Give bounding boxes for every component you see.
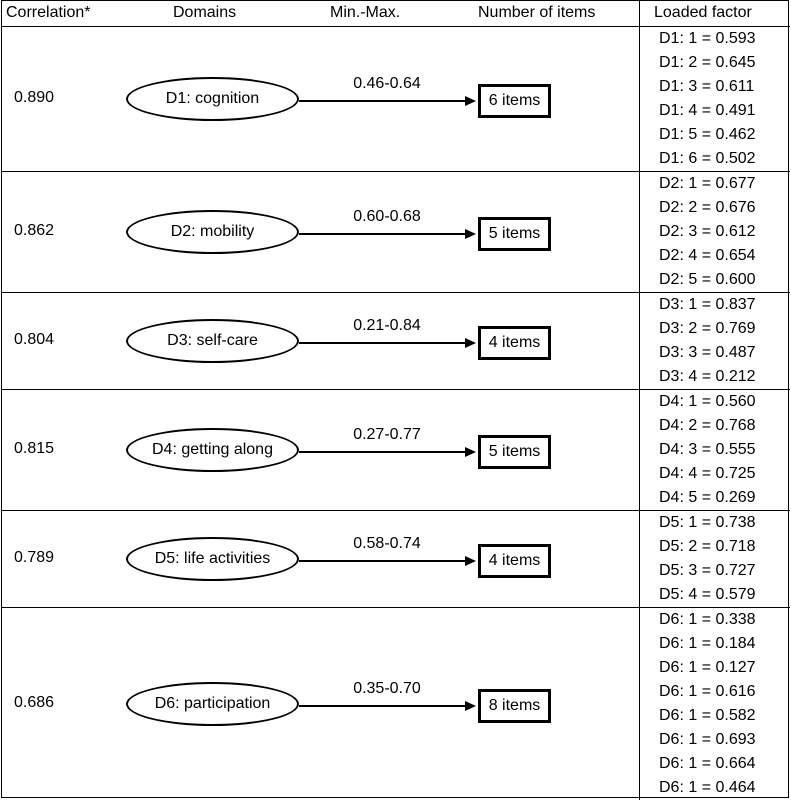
correlation-value: 0.862 xyxy=(14,222,55,239)
loaded-factor-item: D4: 2 = 0.768 xyxy=(659,417,756,434)
loaded-factor-item: D1: 1 = 0.593 xyxy=(659,30,756,47)
arrow-head-icon xyxy=(465,229,476,239)
domain-label: D5: life activities xyxy=(154,550,271,567)
domain-label: D2: mobility xyxy=(170,223,255,240)
header-loaded-factor: Loaded factor xyxy=(654,4,752,21)
loaded-factor-list xyxy=(639,172,791,292)
correlation-value: 0.890 xyxy=(14,89,55,106)
correlation-value: 0.686 xyxy=(14,694,55,711)
item-count-box xyxy=(478,435,551,469)
loaded-factor-item: D6: 1 = 0.338 xyxy=(659,611,756,628)
loading-range: 0.27-0.77 xyxy=(353,426,421,443)
loaded-factor-item: D6: 1 = 0.464 xyxy=(659,779,756,796)
row-separator xyxy=(2,510,790,511)
loaded-factor-item: D4: 5 = 0.269 xyxy=(659,489,756,506)
domain-label: D1: cognition xyxy=(165,90,260,107)
loaded-factor-item: D4: 3 = 0.555 xyxy=(659,441,756,458)
arrow-connector xyxy=(299,700,477,712)
item-count-box xyxy=(478,689,551,723)
item-count-box xyxy=(478,84,551,118)
table-row xyxy=(2,608,790,800)
item-count-box xyxy=(478,544,551,578)
loaded-factor-list xyxy=(639,27,791,171)
item-count: 6 items xyxy=(488,92,541,109)
table-row xyxy=(2,293,790,389)
item-count: 4 items xyxy=(488,334,541,351)
domain-label: D6: participation xyxy=(154,695,271,712)
loaded-factor-item: D1: 5 = 0.462 xyxy=(659,126,756,143)
loading-range: 0.58-0.74 xyxy=(353,535,421,552)
loaded-factor-item: D5: 4 = 0.579 xyxy=(659,586,756,603)
correlation-value: 0.815 xyxy=(14,440,55,457)
domain-ellipse xyxy=(126,428,299,472)
loaded-factor-item: D6: 1 = 0.693 xyxy=(659,731,756,748)
loaded-factor-item: D1: 3 = 0.611 xyxy=(659,78,755,95)
loaded-factor-item: D3: 2 = 0.769 xyxy=(659,320,756,337)
loaded-factor-item: D6: 1 = 0.184 xyxy=(659,635,756,652)
item-count: 4 items xyxy=(488,552,541,569)
table-row xyxy=(2,172,790,292)
loading-range: 0.35-0.70 xyxy=(353,680,421,697)
loaded-factor-list xyxy=(639,511,791,607)
loaded-factor-list xyxy=(639,608,791,800)
table-row xyxy=(2,27,790,171)
loaded-factor-item: D2: 1 = 0.677 xyxy=(659,175,756,192)
domain-ellipse xyxy=(126,682,299,726)
row-separator xyxy=(2,171,790,172)
arrow-connector xyxy=(299,446,477,458)
arrow-head-icon xyxy=(465,556,476,566)
arrow-head-icon xyxy=(465,447,476,457)
loaded-factor-item: D2: 5 = 0.600 xyxy=(659,271,756,288)
domain-ellipse xyxy=(126,537,299,581)
loaded-factor-item: D3: 3 = 0.487 xyxy=(659,344,756,361)
loaded-factor-item: D2: 3 = 0.612 xyxy=(659,223,756,240)
loaded-factor-item: D4: 1 = 0.560 xyxy=(659,393,756,410)
item-count-box xyxy=(478,217,551,251)
loaded-factor-item: D2: 4 = 0.654 xyxy=(659,247,756,264)
arrow-head-icon xyxy=(465,701,476,711)
loaded-factor-list xyxy=(639,293,791,389)
arrow-head-icon xyxy=(465,338,476,348)
domain-ellipse xyxy=(126,319,299,363)
loaded-factor-item: D1: 6 = 0.502 xyxy=(659,150,756,167)
item-count: 8 items xyxy=(488,697,541,714)
loaded-factor-item: D6: 1 = 0.664 xyxy=(659,755,756,772)
domain-ellipse xyxy=(126,77,299,121)
arrow-head-icon xyxy=(465,96,476,106)
table-header xyxy=(2,1,790,26)
row-separator xyxy=(2,607,790,608)
item-count: 5 items xyxy=(488,443,541,460)
loading-range: 0.21-0.84 xyxy=(353,317,421,334)
arrow-connector xyxy=(299,228,477,240)
arrow-connector xyxy=(299,337,477,349)
table-row xyxy=(2,511,790,607)
header-domains: Domains xyxy=(173,4,237,21)
loaded-factor-item: D6: 1 = 0.616 xyxy=(659,683,756,700)
header-number-of-items: Number of items xyxy=(478,4,596,21)
loading-range: 0.60-0.68 xyxy=(353,208,421,225)
loaded-factor-item: D5: 2 = 0.718 xyxy=(659,538,756,555)
loaded-factor-item: D3: 1 = 0.837 xyxy=(659,296,756,313)
loaded-factor-item: D5: 1 = 0.738 xyxy=(659,514,756,531)
item-count-box xyxy=(478,326,551,360)
domain-ellipse xyxy=(126,210,299,254)
header-divider xyxy=(639,1,640,26)
item-count: 5 items xyxy=(488,225,541,242)
arrow-connector xyxy=(299,95,477,107)
header-correlation: Correlation* xyxy=(6,4,91,21)
loaded-factor-item: D2: 2 = 0.676 xyxy=(659,199,756,216)
domain-label: D3: self-care xyxy=(167,332,258,349)
header-minmax: Min.-Max. xyxy=(330,4,401,21)
loaded-factor-item: D4: 4 = 0.725 xyxy=(659,465,756,482)
loaded-factor-item: D1: 2 = 0.645 xyxy=(659,54,756,71)
loaded-factor-item: D6: 1 = 0.127 xyxy=(659,659,756,676)
loaded-factor-item: D1: 4 = 0.491 xyxy=(659,102,756,119)
loaded-factor-item: D6: 1 = 0.582 xyxy=(659,707,756,724)
row-separator xyxy=(2,26,790,27)
table-row xyxy=(2,390,790,510)
row-separator xyxy=(2,389,790,390)
correlation-value: 0.789 xyxy=(14,549,55,566)
row-separator xyxy=(2,292,790,293)
loaded-factor-list xyxy=(639,390,791,510)
loaded-factor-item: D3: 4 = 0.212 xyxy=(659,368,756,385)
arrow-connector xyxy=(299,555,477,567)
loaded-factor-item: D5: 3 = 0.727 xyxy=(659,562,756,579)
domain-table xyxy=(1,0,789,798)
loading-range: 0.46-0.64 xyxy=(353,75,421,92)
correlation-value: 0.804 xyxy=(14,331,55,348)
domain-label: D4: getting along xyxy=(152,441,273,458)
